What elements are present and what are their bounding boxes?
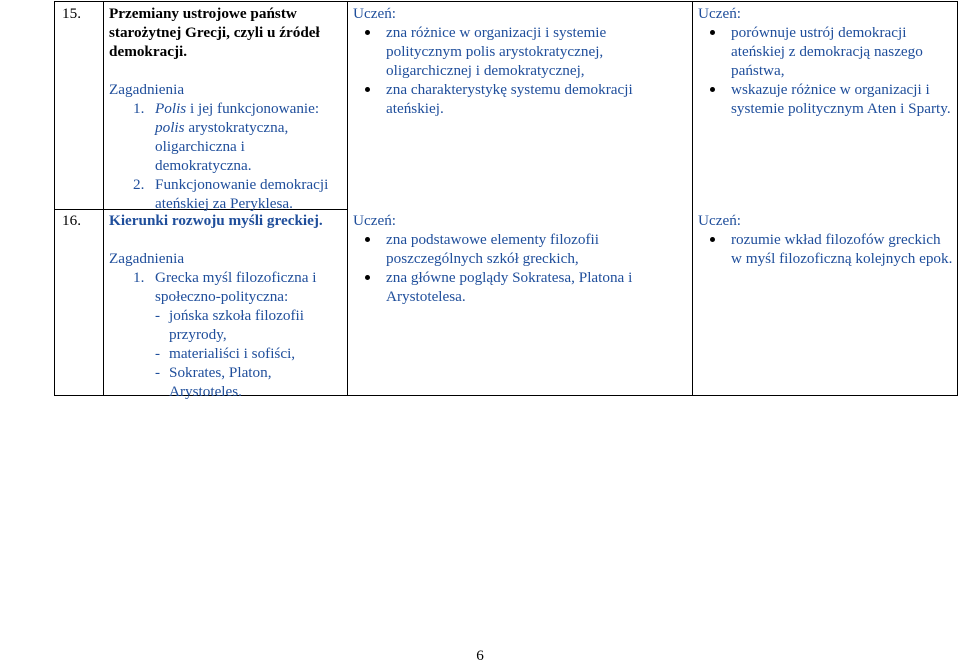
lesson-number: 15.	[62, 5, 81, 22]
list-item: porównuje ustrój demokracji ateńskiej z demokracją naszego państwa,	[698, 23, 954, 80]
issue-item	[133, 175, 341, 213]
page-number: 6	[476, 647, 484, 664]
issues-label: Zagadnienia	[109, 81, 185, 98]
issue-text: arystokratyczna, oligarchiczna i demokratyczna.	[155, 119, 289, 174]
sub-item-text: materialiści i sofiści,	[169, 345, 296, 362]
issue-italic: Polis	[155, 100, 187, 117]
sub-item-text: Sokrates, Platon, Arystoteles.	[169, 364, 272, 400]
list-item: wskazuje różnice w organizacji i systemie politycznym Aten i Sparty.	[698, 80, 954, 118]
student-label: Uczeń:	[353, 5, 397, 22]
list-item: zna podstawowe elementy filozofii poszczególnych szkół greckich,	[353, 230, 683, 268]
basic-requirements	[353, 211, 683, 306]
advanced-requirements	[698, 211, 954, 268]
sub-item-text: jońska szkoła filozofii przyrody,	[169, 307, 304, 343]
table-divider	[347, 1, 348, 396]
table-divider	[103, 1, 104, 396]
requirement-list	[698, 23, 954, 118]
lesson-title: Kierunki rozwoju myśli greckiej.	[109, 212, 323, 229]
issue-item	[133, 268, 341, 306]
basic-requirements	[353, 4, 683, 118]
list-item: zna różnice w organizacji i systemie politycznym polis arystokratycznej, oligarchicznej i demokratycznej,	[353, 23, 683, 80]
issue-item	[133, 99, 341, 175]
issue-italic: polis	[155, 119, 185, 136]
requirement-list	[353, 23, 683, 118]
lesson-block	[109, 4, 341, 213]
lesson-block	[109, 211, 341, 401]
table-border-right	[957, 1, 958, 396]
requirement-list	[698, 230, 954, 268]
issue-number: 2.	[133, 176, 145, 193]
issue-text: i jej funkcjonowanie:	[186, 100, 320, 117]
table-divider	[692, 1, 693, 396]
curriculum-table	[54, 1, 958, 400]
issue-text: Funkcjonowanie demokracji ateńskiej za Peryklesa.	[155, 176, 329, 212]
lesson-title: Przemiany ustrojowe państw starożytnej Grecji, czyli u źródeł demokracji.	[109, 5, 320, 60]
issues-label: Zagadnienia	[109, 250, 185, 267]
student-label: Uczeń:	[353, 212, 397, 229]
lesson-number: 16.	[62, 212, 81, 229]
table-border-left	[54, 1, 55, 396]
student-label: Uczeń:	[698, 5, 742, 22]
list-item: zna główne poglądy Sokratesa, Platona i Arystotelesa.	[353, 268, 683, 306]
sub-item: - materialiści i sofiści,	[155, 345, 296, 362]
issue-number: 1.	[133, 269, 145, 286]
issue-text: Grecka myśl filozoficzna i społeczno-polityczna:	[155, 269, 317, 305]
issue-number: 1.	[133, 100, 145, 117]
requirement-list	[353, 230, 683, 306]
advanced-requirements	[698, 4, 954, 118]
sub-item: - jońska szkoła filozofii przyrody,	[155, 307, 304, 343]
student-label: Uczeń:	[698, 212, 742, 229]
sub-item: - Sokrates, Platon, Arystoteles.	[155, 364, 272, 400]
list-item: zna charakterystykę systemu demokracji ateńskiej.	[353, 80, 683, 118]
list-item: rozumie wkład filozofów greckich w myśl filozoficzną kolejnych epok.	[698, 230, 954, 268]
table-border-top	[54, 1, 958, 2]
